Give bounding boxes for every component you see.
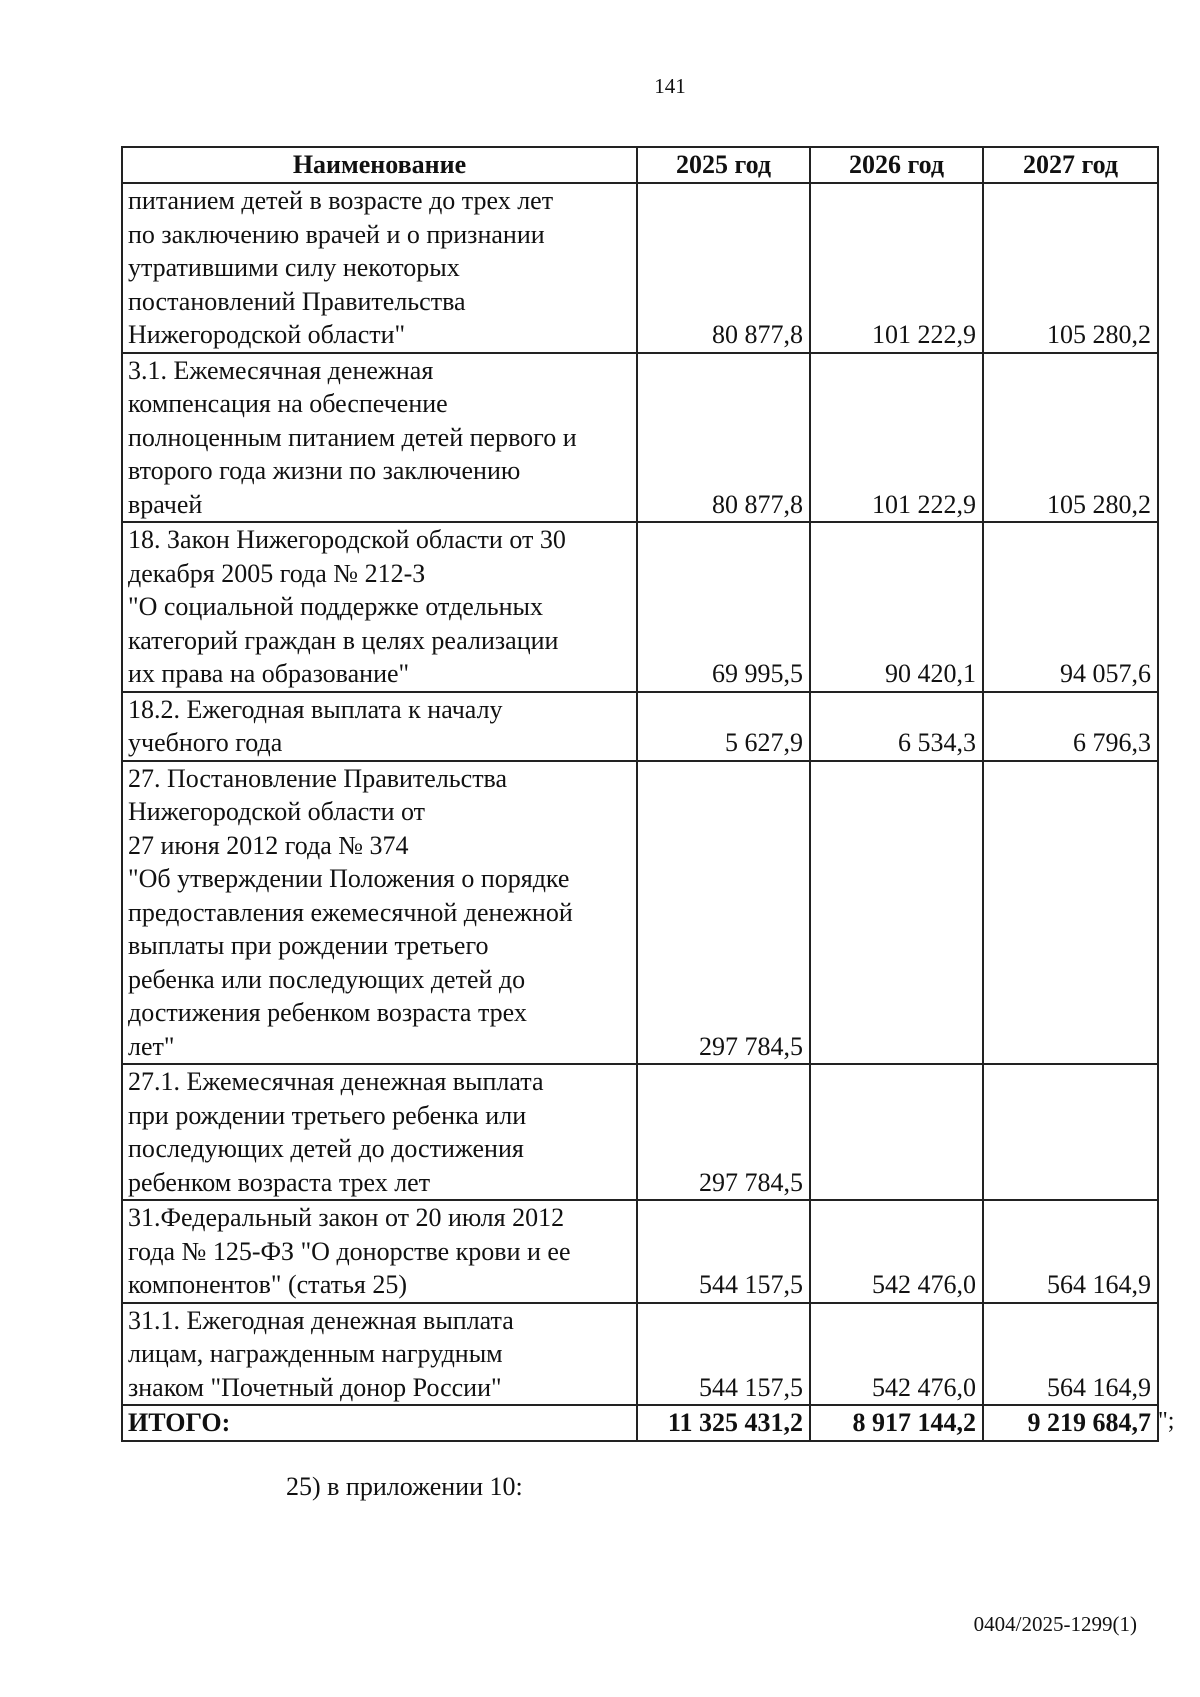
table-row <box>122 183 1158 353</box>
row-value-2026: 542 476,0 <box>810 1200 983 1303</box>
closing-quote-mark: "; <box>1158 1408 1175 1434</box>
row-value-2027: 105 280,2 <box>983 353 1158 523</box>
total-label: ИТОГО: <box>122 1405 637 1441</box>
row-value-2025: 80 877,8 <box>637 183 810 353</box>
row-value-2027: 94 057,6 <box>983 522 1158 692</box>
header-name: Наименование <box>122 147 637 183</box>
table-header-row <box>122 147 1158 183</box>
subheading: 25) в приложении 10: <box>286 1472 523 1501</box>
row-value-2027: 564 164,9 <box>983 1303 1158 1406</box>
table-row <box>122 761 1158 1065</box>
row-name: 27. Постановление Правительства Нижегородской области от 27 июня 2012 года № 374 "Об утверждении Положения о порядке предоставления ежемесячной денежной выплаты при рождении третьего ребенка или последующих детей до достижения ребенком возраста трех лет" <box>122 761 637 1065</box>
total-row <box>122 1405 1158 1441</box>
table-row <box>122 1064 1158 1200</box>
table-row <box>122 353 1158 523</box>
row-value-2025: 544 157,5 <box>637 1200 810 1303</box>
row-value-2026: 6 534,3 <box>810 692 983 761</box>
row-value-2026: 90 420,1 <box>810 522 983 692</box>
row-value-2025: 80 877,8 <box>637 353 810 523</box>
total-value-2025: 11 325 431,2 <box>637 1405 810 1441</box>
row-value-2027: 564 164,9 <box>983 1200 1158 1303</box>
row-name: 18.2. Ежегодная выплата к началу учебного года <box>122 692 637 761</box>
header-2026: 2026 год <box>810 147 983 183</box>
budget-table <box>121 146 1159 1442</box>
row-value-2026: 101 222,9 <box>810 183 983 353</box>
table-row <box>122 522 1158 692</box>
row-value-2025: 69 995,5 <box>637 522 810 692</box>
table-row <box>122 1200 1158 1303</box>
row-name: 18. Закон Нижегородской области от 30 декабря 2005 года № 212-З "О социальной поддержке отдельных категорий граждан в целях реализации их права на образование" <box>122 522 637 692</box>
row-value-2027 <box>983 1064 1158 1200</box>
row-value-2025: 297 784,5 <box>637 1064 810 1200</box>
row-value-2026: 542 476,0 <box>810 1303 983 1406</box>
row-value-2025: 297 784,5 <box>637 761 810 1065</box>
row-value-2027: 6 796,3 <box>983 692 1158 761</box>
total-value-2026: 8 917 144,2 <box>810 1405 983 1441</box>
table-row <box>122 692 1158 761</box>
header-2027: 2027 год <box>983 147 1158 183</box>
page-number: 141 <box>654 74 686 98</box>
total-value-2027: 9 219 684,7 <box>983 1405 1158 1441</box>
row-name: 27.1. Ежемесячная денежная выплата при рождении третьего ребенка или последующих детей до достижения ребенком возраста трех лет <box>122 1064 637 1200</box>
table-row <box>122 1303 1158 1406</box>
row-name: питанием детей в возрасте до трех лет по заключению врачей и о признании утратившими силу некоторых постановлений Правительства Нижегородской области" <box>122 183 637 353</box>
row-value-2027: 105 280,2 <box>983 183 1158 353</box>
row-name: 3.1. Ежемесячная денежная компенсация на обеспечение полноценным питанием детей первого и второго года жизни по заключению врачей <box>122 353 637 523</box>
row-name: 31.1. Ежегодная денежная выплата лицам, награжденным нагрудным знаком "Почетный донор России" <box>122 1303 637 1406</box>
row-value-2025: 5 627,9 <box>637 692 810 761</box>
header-2025: 2025 год <box>637 147 810 183</box>
row-value-2027 <box>983 761 1158 1065</box>
document-code: 0404/2025-1299(1) <box>973 1612 1137 1636</box>
row-value-2026 <box>810 761 983 1065</box>
row-name: 31.Федеральный закон от 20 июля 2012 года № 125-ФЗ "О донорстве крови и ее компонентов" (статья 25) <box>122 1200 637 1303</box>
row-value-2026 <box>810 1064 983 1200</box>
row-value-2026: 101 222,9 <box>810 353 983 523</box>
row-value-2025: 544 157,5 <box>637 1303 810 1406</box>
